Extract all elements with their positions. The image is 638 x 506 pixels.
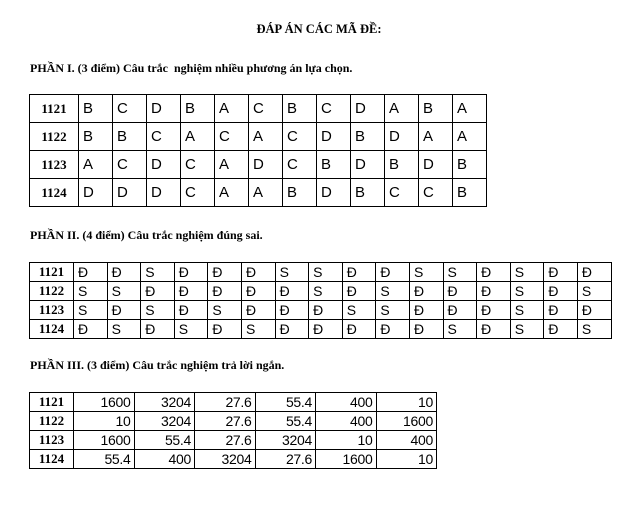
table-row — [30, 320, 612, 339]
answer-cell: B — [351, 179, 385, 207]
answer-cell: Đ — [208, 282, 242, 301]
answer-cell: S — [510, 301, 544, 320]
answer-cell: S — [342, 301, 376, 320]
answer-cell: 10 — [376, 450, 437, 469]
answer-cell: C — [181, 179, 215, 207]
answer-cell: Đ — [174, 263, 208, 282]
answer-cell: S — [376, 282, 410, 301]
answer-cell: S — [510, 282, 544, 301]
answer-cell: B — [385, 151, 419, 179]
answer-cell: S — [74, 282, 108, 301]
answer-cell: D — [147, 151, 181, 179]
answer-cell: Đ — [107, 301, 141, 320]
answer-cell: Đ — [577, 301, 611, 320]
exam-code-cell: 1122 — [30, 282, 74, 301]
answer-cell: Đ — [309, 320, 343, 339]
table-row — [30, 412, 437, 431]
table-row — [30, 301, 612, 320]
exam-code-cell: 1123 — [30, 151, 79, 179]
answer-cell: 3204 — [195, 450, 256, 469]
answer-cell: 3204 — [134, 393, 195, 412]
answer-cell: Đ — [74, 320, 108, 339]
answer-cell: 27.6 — [195, 393, 256, 412]
answer-cell: 400 — [316, 393, 377, 412]
answer-cell: D — [317, 123, 351, 151]
answer-cell: D — [147, 179, 181, 207]
answer-cell: 55.4 — [74, 450, 135, 469]
answer-cell: S — [275, 263, 309, 282]
answer-cell: B — [283, 95, 317, 123]
exam-code-cell: 1124 — [30, 320, 74, 339]
answer-cell: Đ — [544, 301, 578, 320]
answer-cell: S — [141, 263, 175, 282]
answer-cell: D — [113, 179, 147, 207]
answer-cell: A — [419, 123, 453, 151]
answer-cell: C — [113, 151, 147, 179]
answer-cell: 3204 — [134, 412, 195, 431]
answer-cell: Đ — [241, 282, 275, 301]
answer-cell: 1600 — [74, 431, 135, 450]
answer-cell: B — [453, 179, 487, 207]
answer-cell: 3204 — [255, 431, 316, 450]
answer-cell: B — [419, 95, 453, 123]
answer-cell: C — [215, 123, 249, 151]
answer-cell: A — [79, 151, 113, 179]
answer-cell: S — [443, 263, 477, 282]
answer-cell: A — [453, 95, 487, 123]
page-title: ĐÁP ÁN CÁC MÃ ĐỀ: — [256, 22, 382, 36]
table-row — [30, 151, 487, 179]
answer-cell: C — [113, 95, 147, 123]
exam-code-cell: 1122 — [30, 412, 74, 431]
answer-cell: Đ — [275, 301, 309, 320]
answer-cell: S — [443, 320, 477, 339]
answer-cell: 400 — [316, 412, 377, 431]
table-row — [30, 263, 612, 282]
answer-cell: D — [351, 151, 385, 179]
table-row — [30, 450, 437, 469]
answer-cell: 27.6 — [195, 412, 256, 431]
answer-cell: Đ — [241, 301, 275, 320]
table-row — [30, 431, 437, 450]
part2-heading: PHẦN II. (4 điểm) Câu trắc nghiệm đúng sai. — [30, 228, 263, 242]
answer-cell: A — [453, 123, 487, 151]
answer-cell: Đ — [208, 320, 242, 339]
answer-cell: B — [453, 151, 487, 179]
answer-cell: Đ — [544, 263, 578, 282]
part3-heading: PHẦN III. (3 điểm) Câu trắc nghiệm trả lời ngắn. — [30, 358, 285, 372]
answer-cell: Đ — [342, 282, 376, 301]
answer-cell: C — [249, 95, 283, 123]
exam-code-cell: 1122 — [30, 123, 79, 151]
answer-cell: 1600 — [376, 412, 437, 431]
answer-cell: S — [409, 263, 443, 282]
table-row — [30, 123, 487, 151]
answer-cell: B — [79, 95, 113, 123]
answer-cell: Đ — [477, 282, 511, 301]
answer-cell: S — [309, 263, 343, 282]
part2-answer-table — [29, 262, 612, 339]
exam-code-cell: 1123 — [30, 301, 74, 320]
answer-cell: D — [385, 123, 419, 151]
part1-heading: PHẦN I. (3 điểm) Câu trắc nghiệm nhiều phương án lựa chọn. — [30, 61, 353, 75]
answer-cell: B — [113, 123, 147, 151]
answer-cell: Đ — [208, 263, 242, 282]
answer-cell: 10 — [74, 412, 135, 431]
answer-cell: B — [351, 123, 385, 151]
answer-cell: Đ — [544, 282, 578, 301]
answer-cell: S — [577, 320, 611, 339]
answer-cell: 55.4 — [134, 431, 195, 450]
answer-cell: S — [208, 301, 242, 320]
answer-cell: S — [309, 282, 343, 301]
answer-cell: C — [317, 95, 351, 123]
answer-cell: 10 — [316, 431, 377, 450]
answer-cell: Đ — [577, 263, 611, 282]
answer-cell: C — [385, 179, 419, 207]
exam-code-cell: 1121 — [30, 263, 74, 282]
answer-cell: S — [141, 301, 175, 320]
answer-cell: Đ — [409, 301, 443, 320]
answer-cell: S — [510, 263, 544, 282]
answer-cell: Đ — [544, 320, 578, 339]
answer-cell: Đ — [477, 301, 511, 320]
answer-cell: D — [79, 179, 113, 207]
answer-cell: A — [249, 123, 283, 151]
answer-cell: S — [74, 301, 108, 320]
answer-cell: S — [174, 320, 208, 339]
answer-cell: C — [419, 179, 453, 207]
answer-cell: D — [419, 151, 453, 179]
answer-cell: 10 — [376, 393, 437, 412]
answer-cell: S — [107, 320, 141, 339]
answer-cell: 55.4 — [255, 412, 316, 431]
answer-cell: B — [79, 123, 113, 151]
answer-cell: A — [385, 95, 419, 123]
answer-cell: Đ — [275, 282, 309, 301]
table-row — [30, 393, 437, 412]
answer-cell: 400 — [134, 450, 195, 469]
answer-cell: 1600 — [74, 393, 135, 412]
answer-cell: Đ — [275, 320, 309, 339]
answer-cell: 1600 — [316, 450, 377, 469]
answer-cell: S — [510, 320, 544, 339]
answer-cell: Đ — [141, 320, 175, 339]
answer-cell: Đ — [477, 320, 511, 339]
answer-cell: Đ — [141, 282, 175, 301]
answer-cell: Đ — [241, 263, 275, 282]
answer-cell: Đ — [74, 263, 108, 282]
answer-cell: Đ — [477, 263, 511, 282]
answer-cell: C — [283, 123, 317, 151]
answer-cell: C — [181, 151, 215, 179]
answer-cell: D — [351, 95, 385, 123]
table-row — [30, 95, 487, 123]
table-row — [30, 179, 487, 207]
answer-cell: B — [181, 95, 215, 123]
answer-cell: S — [577, 282, 611, 301]
answer-cell: B — [283, 179, 317, 207]
exam-code-cell: 1123 — [30, 431, 74, 450]
answer-cell: S — [107, 282, 141, 301]
answer-cell: A — [215, 95, 249, 123]
answer-cell: S — [241, 320, 275, 339]
answer-cell: C — [147, 123, 181, 151]
exam-code-cell: 1124 — [30, 450, 74, 469]
answer-cell: Đ — [174, 282, 208, 301]
answer-cell: Đ — [309, 301, 343, 320]
exam-code-cell: 1124 — [30, 179, 79, 207]
answer-cell: Đ — [409, 320, 443, 339]
answer-cell: Đ — [342, 320, 376, 339]
answer-cell: 55.4 — [255, 393, 316, 412]
answer-cell: A — [215, 179, 249, 207]
part1-answer-table — [29, 94, 487, 207]
table-row — [30, 282, 612, 301]
exam-code-cell: 1121 — [30, 393, 74, 412]
answer-cell: A — [215, 151, 249, 179]
answer-cell: Đ — [376, 320, 410, 339]
answer-cell: A — [249, 179, 283, 207]
answer-cell: Đ — [174, 301, 208, 320]
answer-cell: D — [147, 95, 181, 123]
answer-cell: A — [181, 123, 215, 151]
answer-cell: Đ — [443, 301, 477, 320]
answer-cell: D — [317, 179, 351, 207]
exam-code-cell: 1121 — [30, 95, 79, 123]
answer-cell: Đ — [376, 263, 410, 282]
answer-cell: 27.6 — [195, 431, 256, 450]
answer-cell: B — [317, 151, 351, 179]
answer-cell: D — [249, 151, 283, 179]
part3-answer-table — [29, 392, 437, 469]
answer-cell: 27.6 — [255, 450, 316, 469]
answer-cell: Đ — [443, 282, 477, 301]
answer-cell: Đ — [409, 282, 443, 301]
answer-cell: Đ — [342, 263, 376, 282]
answer-cell: C — [283, 151, 317, 179]
answer-cell: Đ — [107, 263, 141, 282]
answer-cell: S — [376, 301, 410, 320]
answer-cell: 400 — [376, 431, 437, 450]
